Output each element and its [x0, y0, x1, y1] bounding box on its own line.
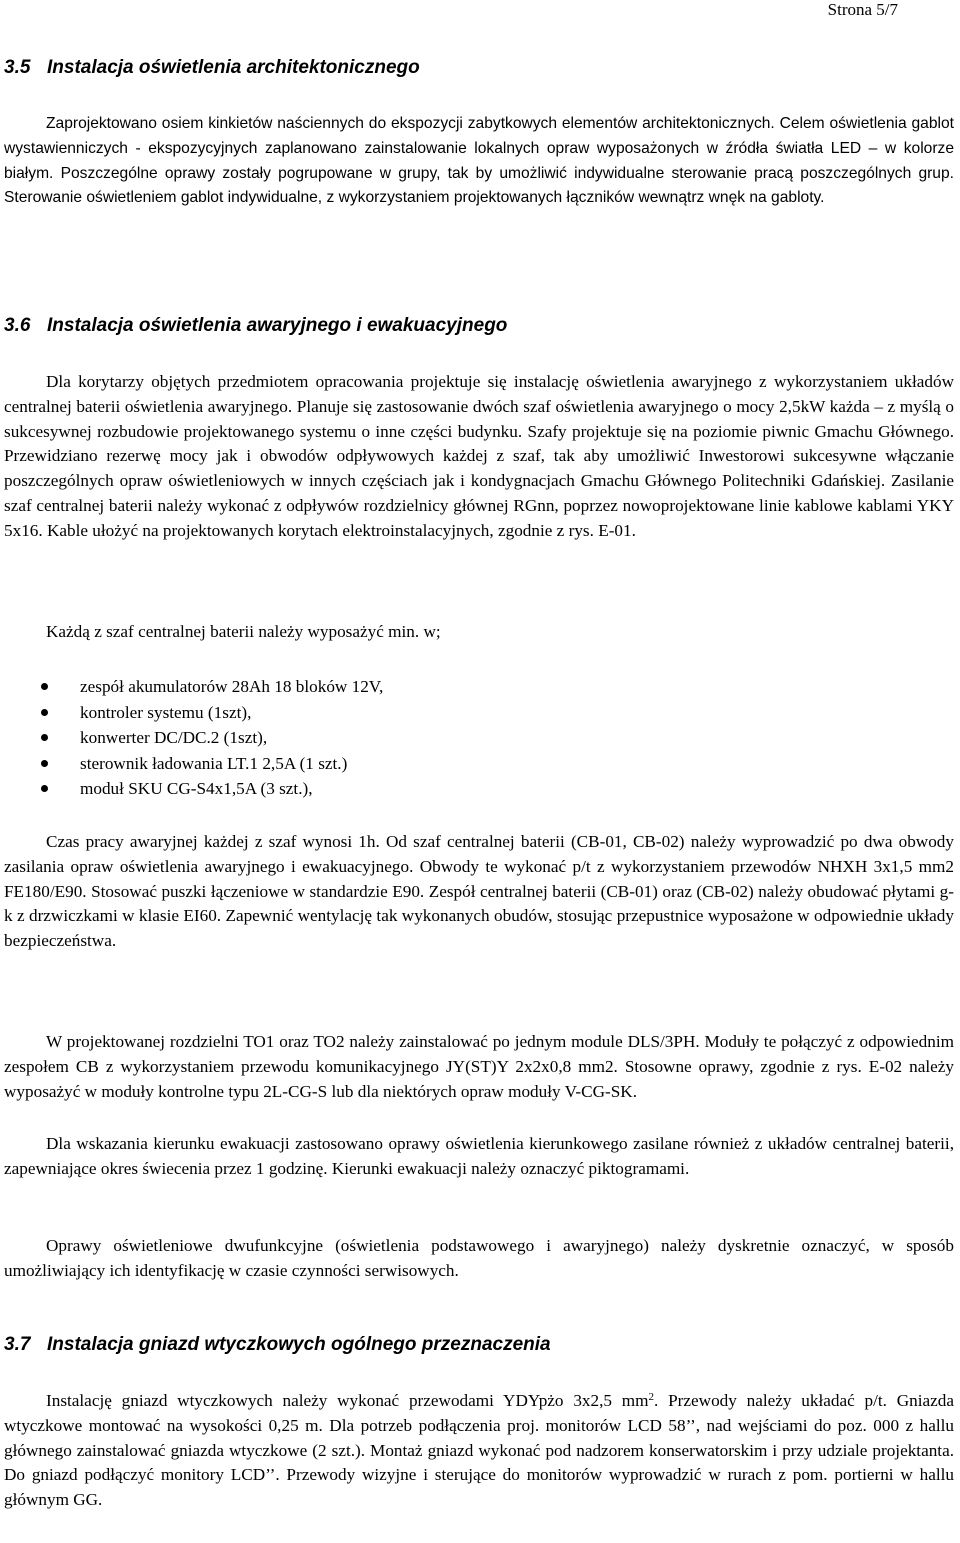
- equipment-intro: Każdą z szaf centralnej baterii należy wyposażyć min. w;: [46, 622, 441, 641]
- paragraph-text: . Przewody należy układać p/t. Gniazda wtyczkowe montować na wysokości 0,25 m. Dla potrzeb podłączenia proj. monitorów LCD 58’’, nad wejściami do poz. 000 z hallu głównego zainstalować gniazda wtyczkowe (2 szt.). Montaż gniazd wykonać pod nadzorem konserwatorskim i przy udziale projektanta. Do gniazd podłączyć monitory LCD’’. Przewody wizyjne i sterujące do monitorów wyprowadzić w rurach z pom. portierni w hallu głównym GG.: [4, 1391, 955, 1510]
- list-item: konwerter DC/DC.2 (1szt),: [4, 725, 383, 751]
- section-3-6-paragraph-1: Dla korytarzy objętych przedmiotem opracowania projektuje się instalację oświetlenia awaryjnego z wykorzystaniem układów centralnej baterii oświetlenia awaryjnego. Planuje się zastosowanie dwóch szaf oświetlenia awaryjnego o mocy 2,5kW każda – z myślą o sukcesywnej rozbudowie projektowanego systemu o inne części budynku. Szafy projektuje się na poziomie piwnic Gmachu Głównego. Przewidziano rezerwę mocy jak i obwodów odpływowych każdej z szaf, tak aby umożliwić Inwestorowi sukcesywne włączanie poszczególnych opraw oświetleniowych w innych częściach jak i kondygnacjach Gmachu Głównego Politechniki Gdańskiej. Zasilanie szaf centralnej baterii należy wykonać z odpływów rozdzielnicy głównej RGnn, poprzez nowoprojektowane linie kablowe kablami YKY 5x16. Kable ułożyć na projektowanych korytach elektroinstalacyjnych, zgodnie z rys. E-01.: [4, 372, 954, 540]
- page-number: Strona 5/7: [827, 0, 898, 19]
- section-3-7-heading: [4, 1334, 551, 1356]
- section-3-5-heading: [4, 57, 420, 79]
- section-number: 3.6: [4, 315, 31, 336]
- list-item: moduł SKU CG-S4x1,5A (3 szt.),: [4, 776, 383, 802]
- list-item: kontroler systemu (1szt),: [4, 700, 383, 726]
- section-3-6-paragraph-3: W projektowanej rozdzielni TO1 oraz TO2 należy zainstalować po jednym module DLS/3PH. Moduły te połączyć z odpowiednim zespołem CB z wykorzystaniem przewodu komunikacyjnego JY(ST)Y 2x2x0,8 mm2. Stosowne oprawy, zgodnie z rys. E-02 należy wyposażyć w moduły kontrolne typu 2L-CG-S lub dla niektórych opraw moduły V-CG-SK.: [4, 1032, 954, 1101]
- superscript: 2: [648, 1391, 655, 1403]
- list-item: sterownik ładowania LT.1 2,5A (1 szt.): [4, 751, 383, 777]
- list-item: zespół akumulatorów 28Ah 18 bloków 12V,: [4, 674, 383, 700]
- section-3-6-heading: [4, 315, 507, 337]
- section-3-6-paragraph-5: Oprawy oświetleniowe dwufunkcyjne (oświetlenia podstawowego i awaryjnego) należy dyskretnie oznaczyć, w sposób umożliwiający ich identyfikację w czasie czynności serwisowych.: [4, 1236, 954, 1280]
- section-title: Instalacja gniazd wtyczkowych ogólnego przeznaczenia: [47, 1334, 551, 1355]
- section-title: Instalacja oświetlenia awaryjnego i ewakuacyjnego: [47, 315, 508, 336]
- equipment-list: [4, 674, 383, 802]
- paragraph-text: Instalację gniazd wtyczkowych należy wykonać przewodami YDYpżo 3x2,5 mm: [46, 1391, 649, 1410]
- section-number: 3.7: [4, 1334, 31, 1355]
- section-title: Instalacja oświetlenia architektonicznego: [47, 57, 420, 78]
- section-3-7-paragraph: [4, 1389, 954, 1513]
- section-3-6-paragraph-4: Dla wskazania kierunku ewakuacji zastosowano oprawy oświetlenia kierunkowego zasilane również z układów centralnej baterii, zapewniające okres świecenia przez 1 godzinę. Kierunki ewakuacji należy oznaczyć piktogramami.: [4, 1134, 954, 1178]
- section-3-5-paragraph: Zaprojektowano osiem kinkietów naściennych do ekspozycji zabytkowych elementów architektonicznych. Celem oświetlenia gablot wystawienniczych - ekspozycyjnych zaplanowano zainstalowanie lokalnych opraw wyposażonych w źródła światła LED – w kolorze białym. Poszczególne oprawy zostały pogrupowane w grupy, tak by umożliwić indywidualne sterowanie pracą poszczególnych grup. Sterowanie oświetleniem gablot indywidualne, z wykorzystaniem projektowanych łączników wewnątrz wnęk na gabloty.: [4, 115, 954, 207]
- section-3-6-paragraph-2: Czas pracy awaryjnej każdej z szaf wynosi 1h. Od szaf centralnej baterii (CB-01, CB-02) należy wyprowadzić po dwa obwody zasilania opraw oświetlenia awaryjnego i ewakuacyjnego. Obwody te wykonać p/t z wykorzystaniem przewodów NHXH 3x1,5 mm2 FE180/E90. Stosować puszki łączeniowe w standardzie E90. Zespół centralnej baterii (CB-01) oraz (CB-02) należy obudować płytami g-k z drzwiczkami w klasie EI60. Zapewnić wentylację tak wykonanych obudów, stosując przepustnice wyposażone w odpowiednie układy bezpieczeństwa.: [4, 832, 954, 951]
- section-number: 3.5: [4, 57, 31, 78]
